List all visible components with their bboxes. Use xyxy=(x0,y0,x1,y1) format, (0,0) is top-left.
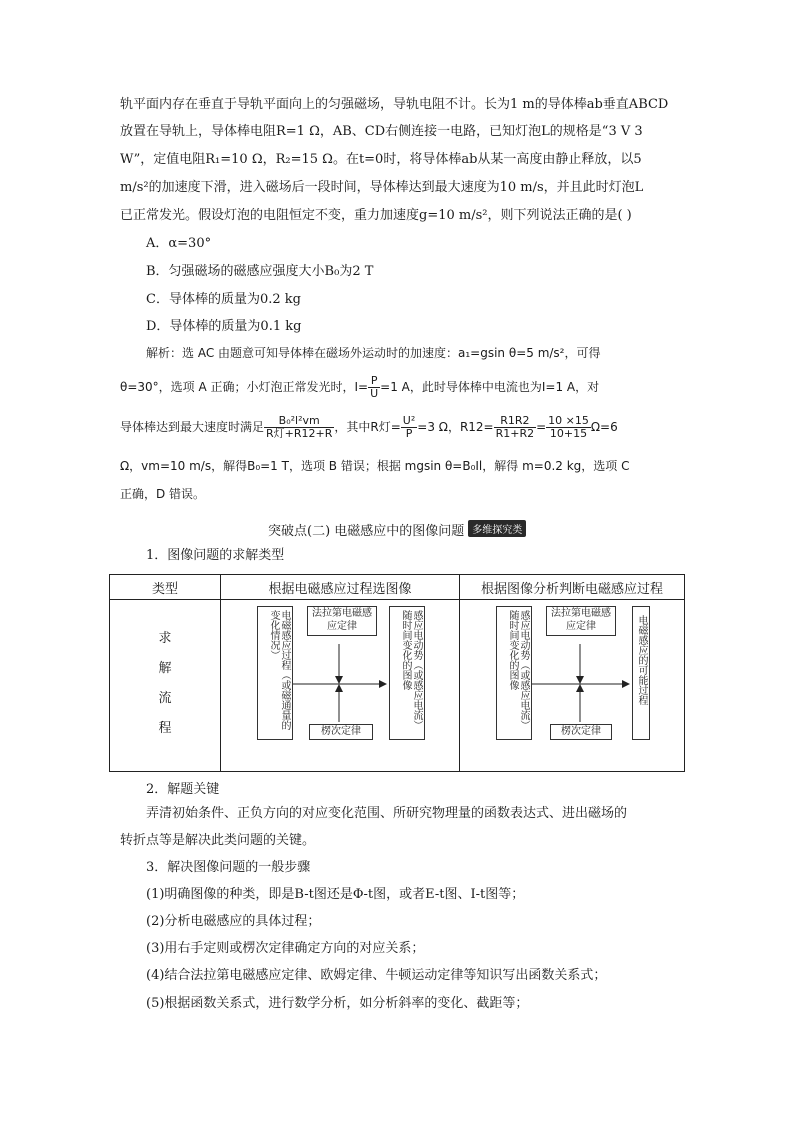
fraction-numerator: P xyxy=(368,375,380,388)
left-flow-main-arrowhead xyxy=(379,680,387,688)
table-header-analyze-process: 根据图像分析判断电磁感应过程 xyxy=(460,575,685,600)
row-label-char: 解 xyxy=(158,661,172,676)
solution-line-5: 正确，D 错误。 xyxy=(120,487,206,501)
option-a: A．α=30° xyxy=(146,236,212,251)
step-1: (1)明确图像的种类，即是B-t图还是Φ-t图，或者E-t图、I-t图等； xyxy=(146,887,525,902)
fraction-u2-over-p xyxy=(401,415,417,440)
fraction-denominator: 10+15 xyxy=(549,427,588,440)
right-flow-box-process-text: 电磁感应的可能过程 xyxy=(636,615,647,705)
right-flow-main-arrowhead xyxy=(622,680,630,688)
option-c: C．导体棒的质量为0.2 kg xyxy=(146,292,301,307)
left-flow-up-arrowhead xyxy=(335,684,343,692)
fraction-max-speed xyxy=(264,415,334,440)
section-heading xyxy=(268,520,526,539)
table-header-row xyxy=(110,575,685,600)
left-flow-box-graph-text: 感应电动势（或感应电流）随时间变化的图像 xyxy=(400,610,422,730)
step-2: (2)分析电磁感应的具体过程； xyxy=(146,914,321,929)
fraction-parallel-resistance xyxy=(494,415,537,440)
fraction-numeric xyxy=(546,415,591,440)
solution-line-3-mid: ，其中R灯= xyxy=(334,420,401,434)
key-text-line-2: 转折点等是解决此类问题的关键。 xyxy=(120,833,316,848)
left-flow-box-lenz: 楞次定律 xyxy=(309,724,373,740)
step-3: (3)用右手定则或楞次定律确定方向的对应关系； xyxy=(146,941,425,956)
subheading-3: 3．解决图像问题的一般步骤 xyxy=(146,860,311,875)
row-label-char: 程 xyxy=(158,721,172,736)
problem-line-4: m/s²的加速度下滑，进入磁场后一段时间，导体棒达到最大速度为10 m/s，并且此时灯泡L xyxy=(120,180,644,195)
row-label-cell xyxy=(110,600,221,772)
right-flow-box-process xyxy=(632,606,650,740)
left-flow-box-process xyxy=(257,606,293,740)
table-row xyxy=(110,600,685,772)
right-flow-box-lenz: 楞次定律 xyxy=(550,724,612,740)
option-b: B．匀强磁场的磁感应强度大小B₀为2 T xyxy=(146,264,374,279)
problem-line-2: 放置在导轨上，导体棒电阻R=1 Ω，AB、CD右侧连接一电路，已知灯泡L的规格是“3 V 3 xyxy=(120,124,643,139)
row-label-char: 流 xyxy=(158,691,172,706)
problem-line-3: W”，定值电阻R₁=10 Ω，R₂=15 Ω。在t=0时，将导体棒ab从某一高度由静止释放，以5 xyxy=(120,152,642,167)
left-flow-box-faraday: 法拉第电磁感应定律 xyxy=(307,606,377,636)
fraction-denominator: R灯+R12+R xyxy=(266,427,333,440)
solution-line-4: Ω，vm=10 m/s，解得B₀=1 T，选项 B 错误；根据 mgsin θ=B₀Il，解得 m=0.2 kg，选项 C xyxy=(120,459,630,473)
fraction-numerator: B₀²l²vm xyxy=(264,415,334,428)
right-flow-down-arrowhead xyxy=(576,676,584,684)
fraction-denominator: U xyxy=(370,387,379,400)
solution-types-table xyxy=(109,574,685,772)
solution-line-3-mid2: =3 Ω，R12= xyxy=(417,420,494,434)
solution-line-3-eq: = xyxy=(536,420,547,434)
table-header-select-graph: 根据电磁感应过程选图像 xyxy=(221,575,460,600)
problem-line-1: 轨平面内存在垂直于导轨平面向上的匀强磁场，导轨电阻不计。长为1 m的导体棒ab垂直ABCD xyxy=(120,97,669,112)
left-flow-down-arrowhead xyxy=(335,676,343,684)
fraction-p-over-u xyxy=(368,375,380,400)
option-d: D．导体棒的质量为0.1 kg xyxy=(146,319,302,334)
fraction-numerator: R1R2 xyxy=(494,415,537,428)
key-text-line-1: 弄清初始条件、正负方向的对应变化范围、所研究物理量的函数表达式、进出磁场的 xyxy=(146,806,628,821)
solution-line-1: 解析：选 AC 由题意可知导体棒在磁场外运动时的加速度：a₁=gsin θ=5 m/s²，可得 xyxy=(146,346,601,360)
table-header-type: 类型 xyxy=(110,575,221,600)
right-flow-box-graph-text: 感应电动势（或感应电流）随时间变化的图像 xyxy=(507,610,529,730)
problem-line-5: 已正常发光。假设灯泡的电阻恒定不变，重力加速度g=10 m/s²，则下列说法正确的是( ) xyxy=(120,208,632,223)
right-flow-up-arrowhead xyxy=(576,684,584,692)
fraction-denominator: P xyxy=(405,427,413,440)
left-flow-cell xyxy=(221,600,460,772)
solution-line-3-pre: 导体棒达到最大速度时满足 xyxy=(120,420,265,434)
section-title: 突破点(二) 电磁感应中的图像问题 xyxy=(268,524,465,539)
solution-line-2-pre: θ=30°，选项 A 正确；小灯泡正常发光时，I= xyxy=(120,380,369,394)
step-5: (5)根据函数关系式，进行数学分析，如分析斜率的变化、截距等； xyxy=(146,996,529,1011)
fraction-numerator: 10 ×15 xyxy=(548,414,589,427)
fraction-denominator: R1+R2 xyxy=(495,427,535,440)
subheading-1: 1．图像问题的求解类型 xyxy=(146,548,285,563)
section-badge: 多维探究类 xyxy=(468,520,526,537)
left-flow-box-graph xyxy=(389,606,425,740)
solution-line-3-post: Ω=6 xyxy=(590,420,618,434)
solution-line-3 xyxy=(120,412,618,442)
subheading-2: 2．解题关键 xyxy=(146,782,220,797)
right-flow-box-graph xyxy=(496,606,532,740)
row-label-char: 求 xyxy=(158,631,172,646)
right-flow-cell xyxy=(460,600,685,772)
right-flow-box-faraday: 法拉第电磁感应定律 xyxy=(546,606,616,636)
step-4: (4)结合法拉第电磁感应定律、欧姆定律、牛顿运动定律等知识写出函数关系式； xyxy=(146,968,607,983)
fraction-numerator: U² xyxy=(402,414,416,427)
solution-line-2-post: =1 A，此时导体棒中电流也为I=1 A，对 xyxy=(380,380,600,394)
solution-line-2 xyxy=(120,372,599,402)
left-flow-box-process-text: 电磁感应过程（或磁通量的变化情况） xyxy=(268,610,290,730)
